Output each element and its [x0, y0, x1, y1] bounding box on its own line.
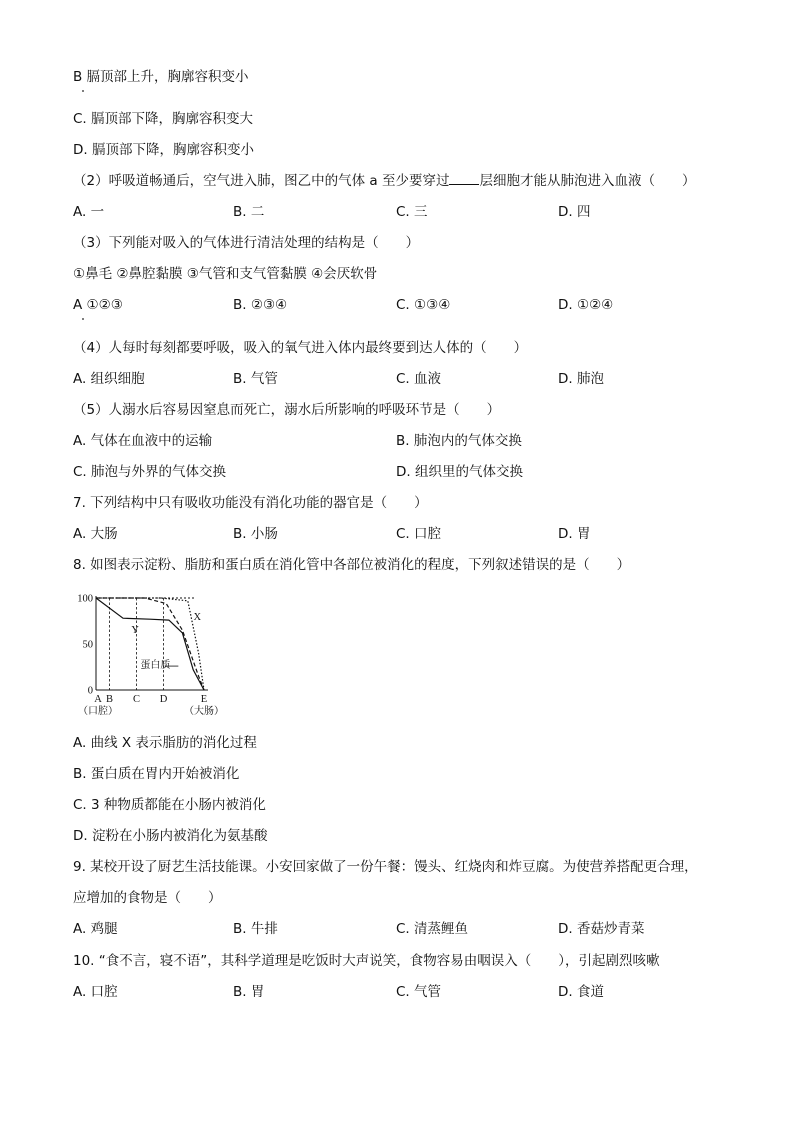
- sub4-option-a: A. 组织细胞: [73, 371, 145, 387]
- x-tick-label: D: [159, 694, 168, 705]
- y-tick-label: 100: [77, 593, 93, 605]
- sub4-option-d: D. 肺泡: [558, 371, 604, 387]
- series-label: Y: [131, 624, 139, 636]
- sub5-option-b: B. 肺泡内的气体交换: [396, 433, 522, 449]
- sub5-option-d: D. 组织里的气体交换: [396, 464, 523, 480]
- q8-option-b: B. 蛋白质在胃内开始被消化: [73, 766, 240, 782]
- q7-option-d: D. 胃: [558, 526, 591, 542]
- digestion-chart: [70, 588, 246, 720]
- q10-option-a: A. 口腔: [73, 984, 118, 1000]
- sub4-option-c: C. 血液: [396, 371, 442, 387]
- q6-option-c: C. 膈顶部下降，胸廓容积变大: [73, 111, 254, 127]
- x-tick-label: A: [94, 694, 102, 705]
- q10-stem: 10. “食不言，寝不语”，其科学道理是吃饭时大声说笑，食物容易由咽误入（ ），引起剧烈咳嗽: [73, 953, 660, 969]
- sub3-option-d: D. ①②④: [558, 297, 614, 313]
- q10-option-c: C. 气管: [396, 984, 442, 1000]
- answer-blank: [449, 172, 479, 185]
- sub2-stem: [73, 172, 695, 190]
- x-tick-note: （口腔）: [78, 706, 118, 717]
- q6-option-b: B 膈顶部上升，胸廓容积变小: [73, 69, 249, 85]
- q7-stem: 7. 下列结构中只有吸收功能没有消化功能的器官是（ ）: [73, 495, 428, 511]
- q8-stem: 8. 如图表示淀粉、脂肪和蛋白质在消化管中各部位被消化的程度，下列叙述错误的是（ ）: [73, 557, 631, 573]
- sub2-stem-pre: （2）呼吸道畅通后，空气进入肺，图乙中的气体 a 至少要穿过: [73, 173, 450, 189]
- sub3-option-b: B. ②③④: [233, 297, 288, 313]
- q9-option-d: D. 香菇炒青菜: [558, 921, 645, 937]
- q9-stem-line1: 9. 某校开设了厨艺生活技能课。小安回家做了一份午餐：馒头、红烧肉和炸豆腐。为使营养搭配更合理，: [73, 859, 698, 875]
- sub5-stem: （5）人溺水后容易因窒息而死亡，溺水后所影响的呼吸环节是（ ）: [73, 402, 501, 418]
- q10-option-d: D. 食道: [558, 984, 604, 1000]
- q8-option-c: C. 3 种物质都能在小肠内被消化: [73, 797, 266, 813]
- q6-option-d: D. 膈顶部下降，胸廓容积变小: [73, 142, 254, 158]
- y-tick-label: 0: [87, 685, 93, 697]
- sub3-items: ①鼻毛 ②鼻腔黏膜 ③气管和支气管黏膜 ④会厌软骨: [73, 266, 378, 282]
- chart-ticks: [77, 594, 224, 718]
- sub3-option-a: A ①②③: [73, 297, 123, 313]
- q8-option-d: D. 淀粉在小肠内被消化为氨基酸: [73, 828, 268, 844]
- series-line: [96, 598, 204, 690]
- q7-option-a: A. 大肠: [73, 526, 118, 542]
- series-line: [96, 598, 204, 690]
- x-tick-label: B: [105, 694, 114, 705]
- sub5-option-a: A. 气体在血液中的运输: [73, 433, 213, 449]
- sub2-option-b: B. 二: [233, 204, 265, 220]
- sub3-option-c: C. ①③④: [396, 297, 451, 313]
- q9-option-b: B. 牛排: [233, 921, 278, 937]
- q7-option-b: B. 小肠: [233, 526, 278, 542]
- sub2-option-d: D. 四: [558, 204, 591, 220]
- q10-option-b: B. 胃: [233, 984, 265, 1000]
- stray-dot: [82, 318, 84, 320]
- x-tick-label: E: [200, 694, 208, 705]
- q9-option-a: A. 鸡腿: [73, 921, 118, 937]
- sub4-option-b: B. 气管: [233, 371, 278, 387]
- q9-option-c: C. 清蒸鲤鱼: [396, 921, 469, 937]
- stray-dot: [82, 90, 84, 92]
- sub4-stem: （4）人每时每刻都要呼吸，吸入的氧气进入体内最终要到达人体的（ ）: [73, 340, 528, 356]
- chart-series: [96, 598, 204, 690]
- q9-stem-line2: 应增加的食物是（ ）: [73, 890, 222, 906]
- q7-option-c: C. 口腔: [396, 526, 442, 542]
- x-tick-note: （大肠）: [184, 706, 224, 717]
- series-line: [96, 598, 204, 690]
- sub2-stem-post: 层细胞才能从肺泡进入血液（ ）: [479, 173, 696, 189]
- series-label: 蛋白质: [140, 659, 171, 671]
- q8-option-a: A. 曲线 X 表示脂肪的消化过程: [73, 735, 257, 751]
- sub3-stem: （3）下列能对吸入的气体进行清洁处理的结构是（ ）: [73, 235, 420, 251]
- series-label: X: [193, 612, 202, 624]
- sub2-option-a: A. 一: [73, 204, 105, 220]
- sub2-option-c: C. 三: [396, 204, 428, 220]
- sub5-option-c: C. 肺泡与外界的气体交换: [73, 464, 227, 480]
- x-tick-label: C: [132, 694, 141, 705]
- y-tick-label: 50: [82, 639, 93, 651]
